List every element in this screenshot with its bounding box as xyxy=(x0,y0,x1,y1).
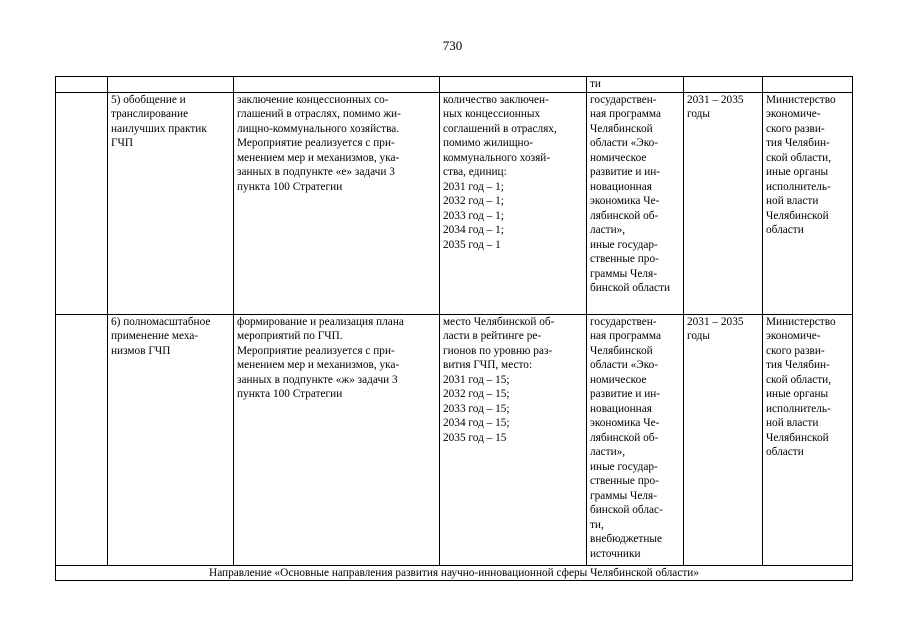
cell-executors xyxy=(763,77,853,93)
cell-indicator: количество заключен- ных концессионных соглашений в отраслях, помимо жилищно- коммунального хозяй- ства, единиц: 2031 год – 1; 2032 год – 1; 2033 год – 1; 2034 год – 1; 2035 год – 1 xyxy=(440,92,587,314)
cell-indicator: место Челябинской об- ласти в рейтинге ре- гионов по уровню раз- вития ГЧП, место: 2031 год – 15; 2032 год – 15; 2033 год – 15; 2034 год – 15; 2035 год – 15 xyxy=(440,314,587,565)
table-row xyxy=(56,314,853,565)
cell-content xyxy=(234,77,440,93)
cell-task xyxy=(108,77,234,93)
direction-row xyxy=(56,565,853,581)
cell-task: 5) обобщение и транслирование наилучших практик ГЧП xyxy=(108,92,234,314)
cell-indicator xyxy=(440,77,587,93)
cell-task: 6) полномасштабное применение меха- низмов ГЧП xyxy=(108,314,234,565)
direction-heading: Направление «Основные направления развития научно-инновационной сферы Челябинской области» xyxy=(56,565,853,581)
cell-period: 2031 – 2035 годы xyxy=(684,92,763,314)
table-row xyxy=(56,92,853,314)
cell-period: 2031 – 2035 годы xyxy=(684,314,763,565)
cell-programs: государствен- ная программа Челябинской области «Эко- номическое развитие и ин- новационная экономика Че- лябинской об- ласти», иные государ- ственные про- граммы Челя- бинской облас- ти, внебюджетные источники xyxy=(587,314,684,565)
cell-content: заключение концессионных со- глашений в отраслях, помимо жи- лищно-коммунального хозяйства. Мероприятие реализуется с при- менением мер и механизмов, ука- занных в подпункте «е» задачи 3 пункта 100 Стратегии xyxy=(234,92,440,314)
cell-programs: государствен- ная программа Челябинской области «Эко- номическое развитие и ин- новационная экономика Че- лябинской об- ласти», иные государ- ственные про- граммы Челя- бинской области xyxy=(587,92,684,314)
cell-content: формирование и реализация плана мероприятий по ГЧП. Мероприятие реализуется с при- менением мер и механизмов, ука- занных в подпункте «ж» задачи 3 пункта 100 Стратегии xyxy=(234,314,440,565)
cell-period xyxy=(684,77,763,93)
cell-programs: ти xyxy=(587,77,684,93)
cell-executors: Министерство экономиче- ского разви- тия Челябин- ской области, иные органы исполнитель- ной власти Челябинской области xyxy=(763,314,853,565)
cell-number xyxy=(56,92,108,314)
measures-table xyxy=(55,76,853,581)
cell-number xyxy=(56,314,108,565)
table-row-continuation xyxy=(56,77,853,93)
cell-number xyxy=(56,77,108,93)
cell-executors: Министерство экономиче- ского разви- тия Челябин- ской области, иные органы исполнитель- ной власти Челябинской области xyxy=(763,92,853,314)
page-number: 730 xyxy=(442,38,463,53)
